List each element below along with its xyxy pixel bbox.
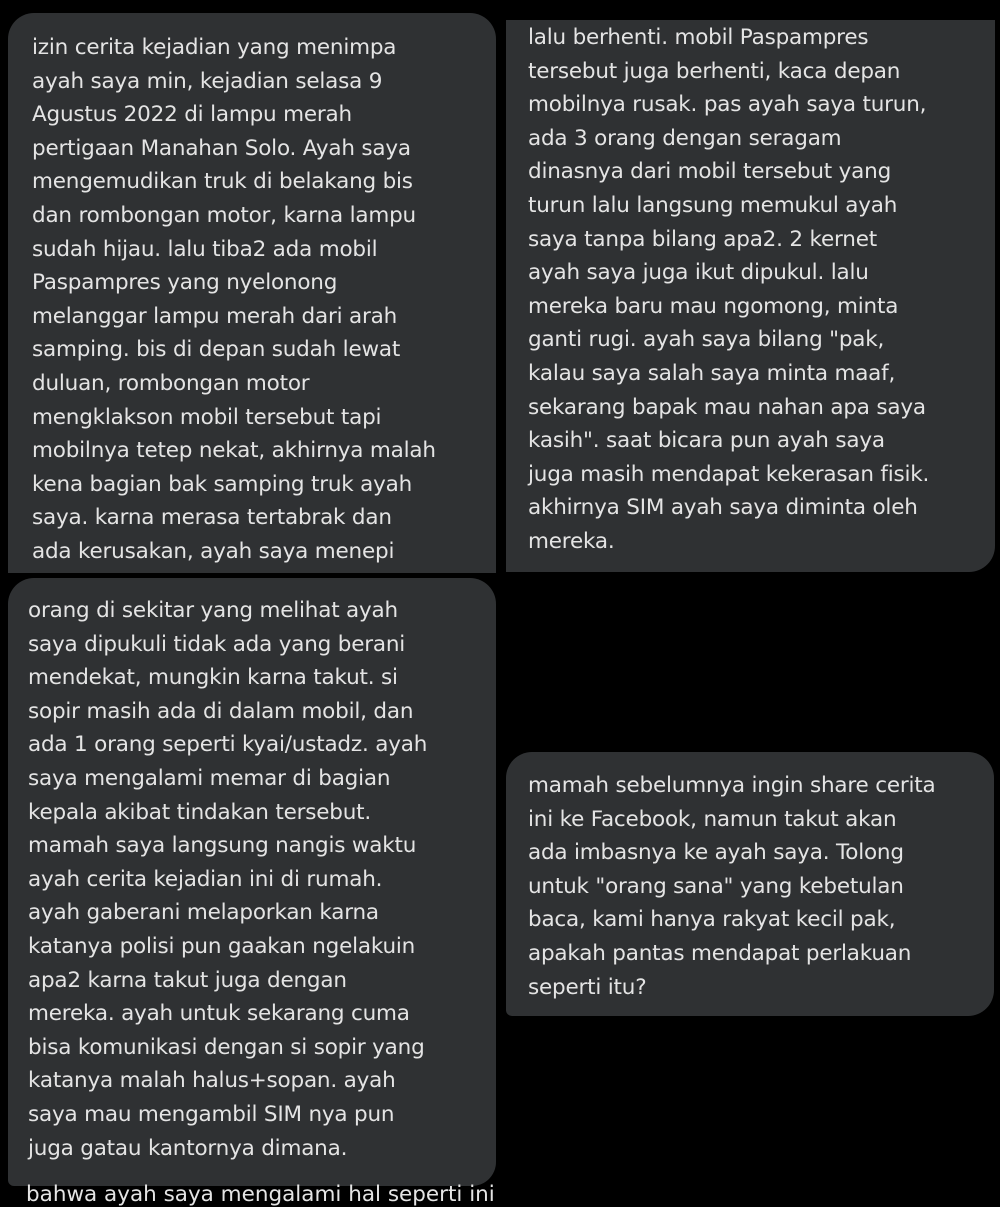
message-line: melanggar lampu merah dari arah bbox=[32, 303, 398, 329]
message-line: juga masih mendapat kekerasan fisik. bbox=[528, 461, 930, 487]
message-line: Paspampres yang nyelonong bbox=[32, 270, 338, 296]
message-line: mobilnya rusak. pas ayah saya turun, bbox=[528, 92, 927, 118]
cutoff-text-fragment bbox=[26, 1182, 496, 1207]
message-line: saya tanpa bilang apa2. 2 kernet bbox=[528, 226, 877, 252]
message-line: saya mengalami memar di bagian bbox=[28, 765, 391, 791]
message-line: baca, kami hanya rakyat kecil pak, bbox=[528, 907, 896, 933]
message-line: izin cerita kejadian yang menimpa bbox=[32, 35, 397, 60]
message-line: lalu berhenti. mobil Paspampres bbox=[528, 25, 869, 50]
message-line: mereka. ayah untuk sekarang cuma bbox=[28, 1001, 410, 1027]
message-bubble-4 bbox=[506, 752, 994, 1016]
message-line: juga gatau kantornya dimana. bbox=[28, 1135, 348, 1161]
message-line: sekarang bapak mau nahan apa saya bbox=[528, 394, 926, 420]
message-line: turun lalu langsung memukul ayah bbox=[528, 192, 898, 218]
message-line: ada imbasnya ke ayah saya. Tolong bbox=[528, 840, 904, 866]
message-line: mendekat, mungkin karna takut. si bbox=[28, 665, 398, 691]
message-bubble-2 bbox=[506, 20, 995, 572]
message-line: mobilnya tetep nekat, akhirnya malah bbox=[32, 438, 436, 464]
message-line: bisa komunikasi dengan si sopir yang bbox=[28, 1034, 425, 1060]
message-line: pertigaan Manahan Solo. Ayah saya bbox=[32, 135, 411, 161]
message-line: katanya malah halus+sopan. ayah bbox=[28, 1068, 396, 1094]
message-line: ganti rugi. ayah saya bilang "pak, bbox=[528, 327, 885, 353]
message-line: ada 3 orang dengan seragam bbox=[528, 125, 842, 151]
message-line: mengemudikan truk di belakang bis bbox=[32, 169, 413, 195]
message-line: kalau saya salah saya minta maaf, bbox=[528, 360, 896, 386]
message-line: mereka. bbox=[528, 528, 615, 554]
message-line: ini ke Facebook, namun takut akan bbox=[528, 806, 897, 832]
message-line: mamah sebelumnya ingin share cerita bbox=[528, 773, 936, 798]
message-line: ayah saya min, kejadian selasa 9 bbox=[32, 68, 383, 94]
message-line: Agustus 2022 di lampu merah bbox=[32, 102, 352, 128]
message-bubble-1 bbox=[8, 13, 496, 573]
message-bubble-3 bbox=[8, 578, 496, 1186]
message-line: katanya polisi pun gaakan ngelakuin bbox=[28, 933, 416, 959]
message-line: dinasnya dari mobil tersebut yang bbox=[528, 159, 892, 185]
message-line: ayah saya juga ikut dipukul. lalu bbox=[528, 260, 869, 286]
message-line: saya. karna merasa tertabrak dan bbox=[32, 505, 392, 531]
message-line: apa2 karna takut juga dengan bbox=[28, 967, 347, 993]
message-line: ayah cerita kejadian ini di rumah. bbox=[28, 866, 383, 892]
message-line: saya mau mengambil SIM nya pun bbox=[28, 1101, 395, 1127]
message-line: kepala akibat tindakan tersebut. bbox=[28, 799, 372, 825]
message-line: untuk "orang sana" yang kebetulan bbox=[528, 873, 904, 899]
cutoff-text: bahwa ayah saya mengalami hal seperti ini bbox=[26, 1182, 495, 1207]
message-line: tersebut juga berhenti, kaca depan bbox=[528, 58, 901, 84]
message-line: duluan, rombongan motor bbox=[32, 370, 310, 396]
message-line: sudah hijau. lalu tiba2 ada mobil bbox=[32, 236, 378, 262]
message-line: ada kerusakan, ayah saya menepi bbox=[32, 538, 395, 564]
message-line: seperti itu? bbox=[528, 974, 647, 1000]
message-line: dan rombongan motor, karna lampu bbox=[32, 202, 416, 228]
message-line: ada 1 orang seperti kyai/ustadz. ayah bbox=[28, 732, 428, 758]
message-line: apakah pantas mendapat perlakuan bbox=[528, 940, 912, 966]
message-line: mereka baru mau ngomong, minta bbox=[528, 293, 899, 319]
message-line: kena bagian bak samping truk ayah bbox=[32, 471, 413, 497]
message-line: ayah gaberani melaporkan karna bbox=[28, 900, 379, 926]
message-line: sopir masih ada di dalam mobil, dan bbox=[28, 698, 414, 724]
message-line: kasih". saat bicara pun ayah saya bbox=[528, 428, 885, 454]
message-line: samping. bis di depan sudah lewat bbox=[32, 337, 401, 363]
message-line: mamah saya langsung nangis waktu bbox=[28, 833, 417, 859]
message-line: akhirnya SIM ayah saya diminta oleh bbox=[528, 495, 918, 521]
message-line: mengklakson mobil tersebut tapi bbox=[32, 404, 382, 430]
message-line: orang di sekitar yang melihat ayah bbox=[28, 598, 398, 623]
message-line: saya dipukuli tidak ada yang berani bbox=[28, 631, 406, 657]
